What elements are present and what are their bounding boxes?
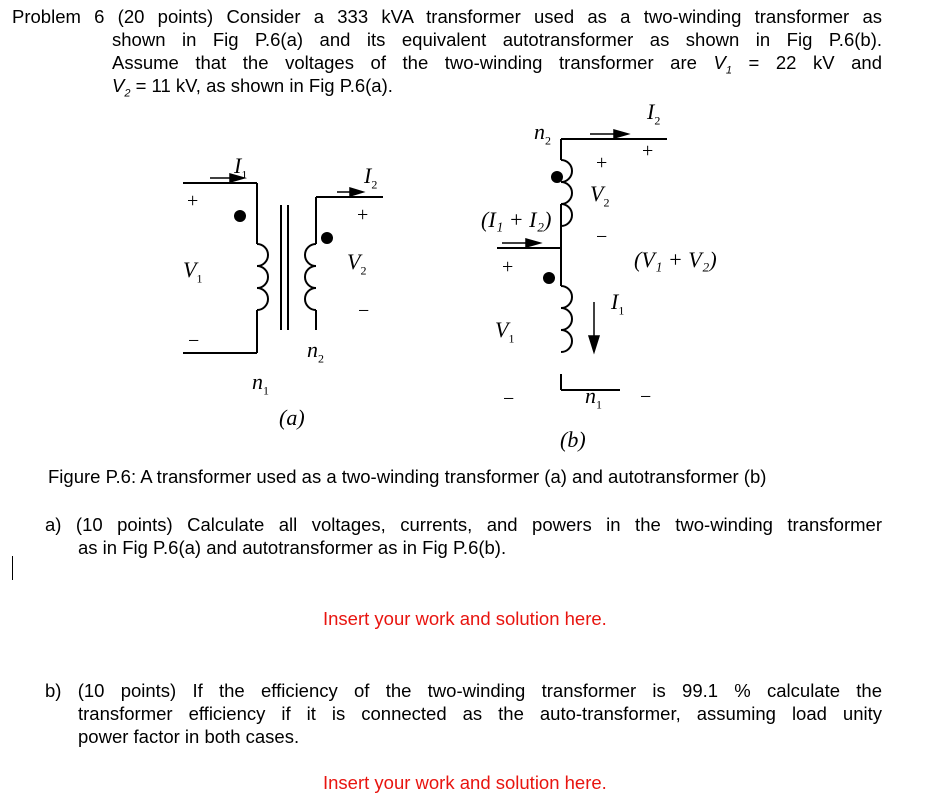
- a-i2-arrow-head: [350, 188, 363, 196]
- b-out-plus: +: [642, 140, 654, 162]
- a-v2-symbol: V: [347, 249, 361, 274]
- problem-line-1: Problem 6 (20 points) Consider a 333 kVA transformer used as a two-winding transformer as: [12, 6, 882, 27]
- a-i2-label: [364, 164, 377, 196]
- problem-line-3-end: = 22 kV and: [731, 52, 882, 73]
- b-i2-arrow-head: [614, 130, 628, 138]
- b-n1-symbol: n: [585, 383, 596, 408]
- problem-line-3-text: Assume that the voltages of the two-winding transformer are: [112, 52, 714, 73]
- b-i1-label: [611, 290, 624, 322]
- b-v2-symbol: V: [590, 181, 604, 206]
- v1-subscript: 1: [725, 64, 732, 77]
- a-n1-label: [252, 370, 269, 402]
- b-v1-plus: +: [502, 256, 514, 278]
- text-cursor: [12, 556, 13, 580]
- part-b-answer-prompt[interactable]: Insert your work and solution here.: [323, 772, 607, 793]
- a-primary-dot: [234, 210, 246, 222]
- a-primary-coil: [257, 244, 268, 310]
- b-series-coil: [561, 160, 572, 226]
- part-b-line-3: power factor in both cases.: [78, 726, 300, 747]
- b-v2-minus: −: [596, 226, 608, 248]
- figure-b-caption: (b): [560, 427, 586, 452]
- a-v1-subscript: 1: [196, 271, 203, 286]
- b-i2-subscript: 2: [654, 113, 661, 128]
- a-v1-symbol: V: [183, 257, 197, 282]
- v1-symbol: V: [713, 52, 726, 73]
- a-v1-minus: −: [188, 330, 200, 352]
- b-i2-label: [647, 100, 660, 132]
- b-i1-arrow-head: [589, 336, 599, 352]
- a-i2-subscript: 2: [371, 177, 378, 192]
- b-n1-subscript: 1: [596, 397, 602, 412]
- b-sum-arrow-head: [526, 239, 540, 247]
- a-n1-symbol: n: [252, 369, 263, 394]
- problem-line-2: shown in Fig P.6(a) and its equivalent autotransformer as shown in Fig P.6(b).: [112, 29, 882, 50]
- b-i1-symbol: I: [611, 289, 619, 314]
- a-i1-label: [234, 154, 247, 186]
- a-i2-symbol: I: [364, 163, 372, 188]
- a-v2-plus: +: [357, 204, 369, 226]
- a-v2-label: [347, 250, 366, 282]
- a-secondary-dot: [321, 232, 333, 244]
- b-v1-label: [495, 318, 514, 350]
- b-v2-subscript: 2: [603, 195, 610, 210]
- a-v1-plus: +: [187, 190, 199, 212]
- a-i1-symbol: I: [234, 153, 242, 178]
- b-n1-label: [585, 384, 602, 416]
- b-n2-label: [534, 120, 551, 152]
- b-v1-subscript: 1: [508, 331, 515, 346]
- a-v2-minus: −: [358, 300, 370, 322]
- b-v1-minus: −: [503, 388, 515, 410]
- b-common-dot: [543, 272, 555, 284]
- b-common-coil: [561, 286, 572, 352]
- part-b-line-2: transformer efficiency if it is connected as the auto-transformer, assuming load unity: [78, 703, 882, 724]
- a-v2-subscript: 2: [360, 263, 367, 278]
- a-v1-label: [183, 258, 202, 290]
- b-v1-symbol: V: [495, 317, 509, 342]
- b-i2-symbol: I: [647, 99, 655, 124]
- v2-subscript: 2: [124, 87, 131, 100]
- figure-a-caption: (a): [279, 405, 305, 430]
- v2-symbol: V: [112, 75, 125, 96]
- a-n2-symbol: n: [307, 337, 318, 362]
- b-out-minus: −: [640, 386, 652, 408]
- b-n2-subscript: 2: [545, 133, 551, 148]
- part-b-line-1: b) (10 points) If the efficiency of the two-winding transformer is 99.1 % calculate the: [45, 680, 882, 701]
- b-v2-plus: +: [596, 152, 608, 174]
- part-a-line-1: a) (10 points) Calculate all voltages, currents, and powers in the two-winding transformer: [45, 514, 882, 535]
- b-n2-symbol: n: [534, 119, 545, 144]
- figure-caption: Figure P.6: A transformer used as a two-winding transformer (a) and autotransformer (b): [48, 466, 767, 487]
- part-a-answer-prompt[interactable]: Insert your work and solution here.: [323, 608, 607, 629]
- a-n2-label: [307, 338, 324, 370]
- part-a-line-2: as in Fig P.6(a) and autotransformer as in Fig P.6(b).: [78, 537, 507, 558]
- a-secondary-coil: [305, 244, 316, 310]
- b-v2-label: [590, 182, 609, 214]
- a-n2-subscript: 2: [318, 351, 324, 366]
- b-series-dot: [551, 171, 563, 183]
- a-i1-subscript: 1: [241, 167, 248, 182]
- problem-line-4-text: = 11 kV, as shown in Fig P.6(a).: [130, 75, 393, 96]
- b-i1-subscript: 1: [618, 303, 625, 318]
- b-sum-current-label: (I₁ + I₂): [481, 207, 552, 232]
- a-n1-subscript: 1: [263, 383, 269, 398]
- b-sum-voltage-label: (V₁ + V₂): [634, 247, 717, 272]
